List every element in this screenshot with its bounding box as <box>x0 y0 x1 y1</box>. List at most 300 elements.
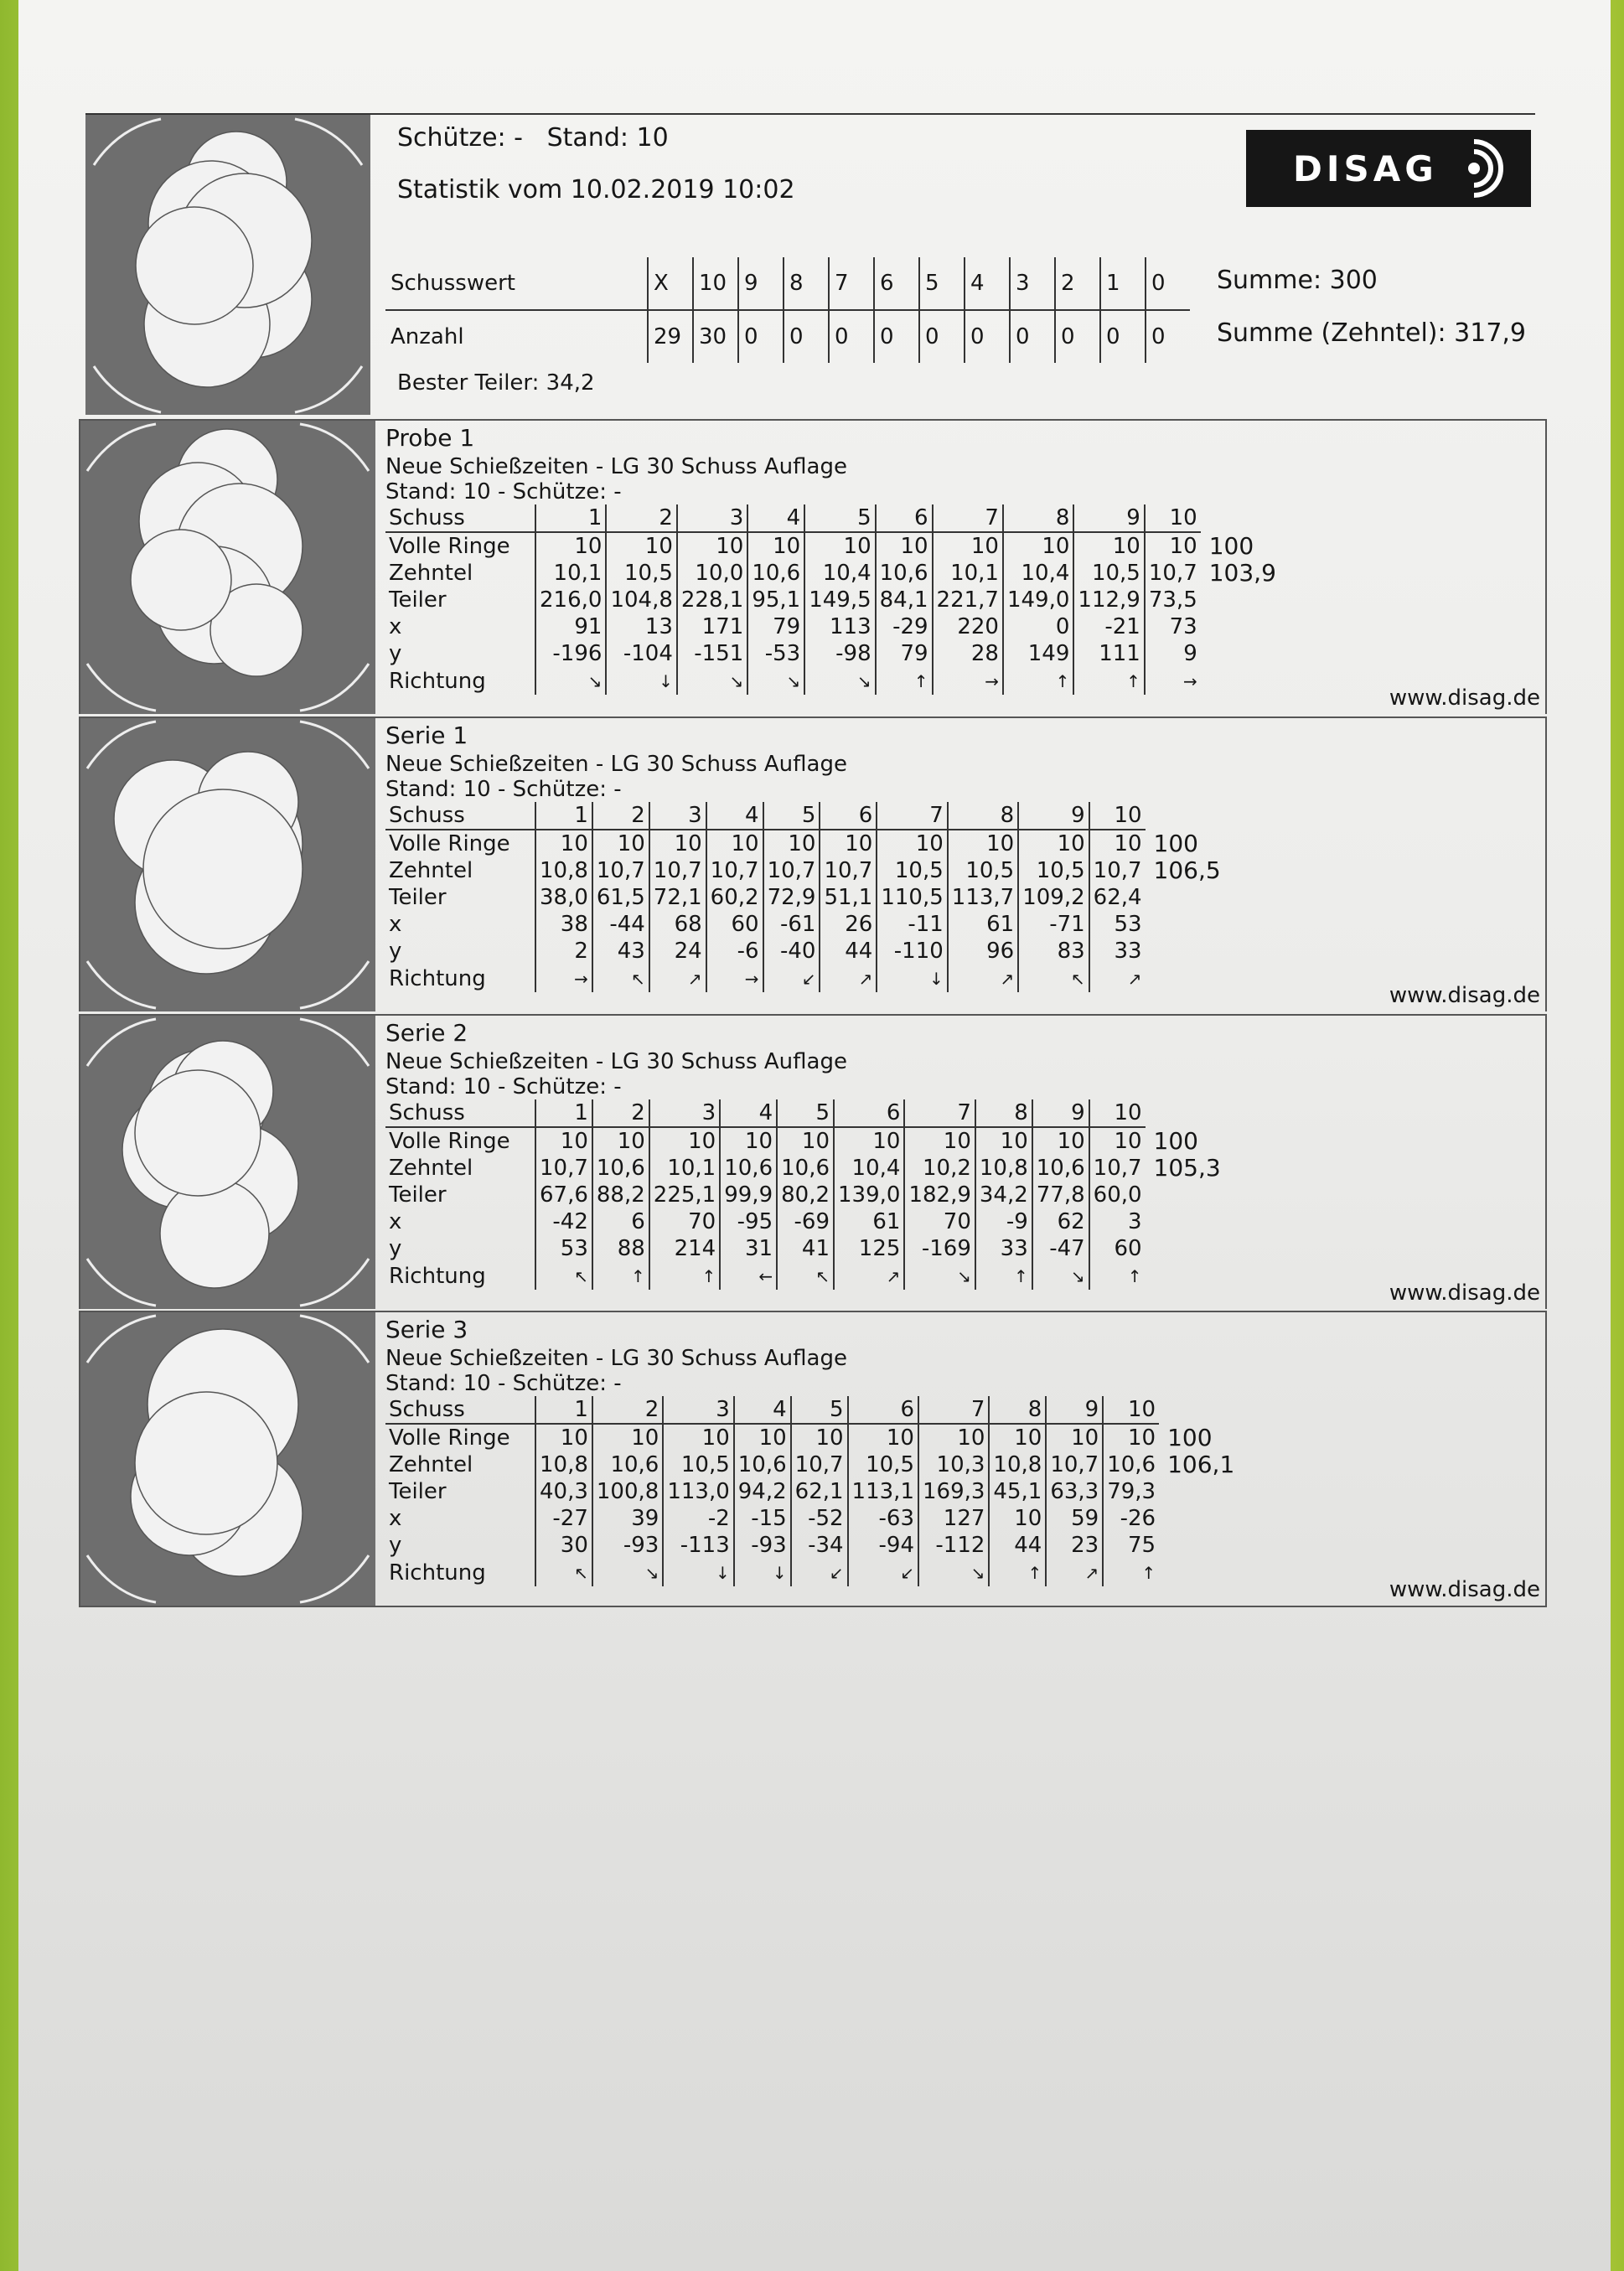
value-cell: 10,5 <box>877 857 947 884</box>
shot-number: 9 <box>1032 1099 1089 1127</box>
series-total-tenths: 106,5 <box>1153 856 1221 884</box>
value-cell: 127 <box>918 1505 989 1532</box>
value-cell: 10 <box>876 532 933 560</box>
count-table <box>385 257 1190 363</box>
shot-number: 7 <box>918 1396 989 1424</box>
direction-cell <box>918 1559 989 1586</box>
schuss-label: Schuss <box>385 1396 535 1424</box>
value-cell: 10 <box>1073 532 1144 560</box>
direction-arrow-icon: ↘ <box>587 671 603 691</box>
row-label: Volle Ringe <box>389 831 510 856</box>
series-section <box>79 716 1547 1011</box>
value-cell: 10,7 <box>1089 1155 1146 1182</box>
value-cell: -15 <box>734 1505 791 1532</box>
schuss-label: Schuss <box>385 1099 535 1127</box>
value-cell: 33 <box>1089 938 1146 965</box>
direction-cell <box>1046 1559 1103 1586</box>
row-label: Zehntel <box>389 858 473 883</box>
series-target-svg <box>80 1016 375 1309</box>
shot-number: 8 <box>1003 504 1073 532</box>
shot-number: 5 <box>763 802 820 830</box>
best-divider: Bester Teiler: 34,2 <box>397 370 595 396</box>
value-cell: 10,1 <box>933 560 1003 587</box>
direction-cell <box>820 965 877 992</box>
direction-cell <box>763 965 820 992</box>
value-cell: 10,6 <box>747 560 804 587</box>
value-cell: -93 <box>592 1532 663 1559</box>
value-cell: 10 <box>918 1424 989 1451</box>
teiler-row <box>385 1478 1238 1505</box>
value-cell: 10 <box>1089 830 1146 857</box>
value-cell: 10,7 <box>1046 1451 1103 1478</box>
direction-arrow-icon: ↘ <box>729 671 744 691</box>
value-cell: 2 <box>1055 257 1100 310</box>
value-cell: 94,2 <box>734 1478 791 1505</box>
value-cell: 104,8 <box>606 587 676 613</box>
series-title: Probe 1 <box>385 424 475 452</box>
row-label: Teiler <box>389 1479 447 1504</box>
row-label: x <box>389 1209 402 1234</box>
row-label: x <box>389 614 402 639</box>
value-cell: 10,5 <box>948 857 1018 884</box>
direction-cell <box>677 667 747 695</box>
value-cell: 10,6 <box>720 1155 777 1182</box>
shot-number: 5 <box>791 1396 848 1424</box>
value-cell: 38,0 <box>535 884 592 911</box>
direction-cell <box>747 667 804 695</box>
direction-cell <box>1032 1262 1089 1290</box>
value-cell: 61 <box>834 1208 904 1235</box>
value-cell: 10 <box>592 1424 663 1451</box>
direction-arrow-icon: ↖ <box>631 969 645 989</box>
direction-arrow-icon: ↖ <box>574 1266 588 1286</box>
richtung-row <box>385 1559 1238 1586</box>
direction-arrow-icon: ↗ <box>1000 969 1015 989</box>
disag-url: www.disag.de <box>1389 983 1540 1008</box>
value-cell: 10,6 <box>592 1451 663 1478</box>
direction-arrow-icon: ↗ <box>1127 969 1142 989</box>
value-cell: 31 <box>720 1235 777 1262</box>
direction-cell <box>904 1262 975 1290</box>
series-subtitle: Neue Schießzeiten - LG 30 Schuss Auflage <box>385 752 847 777</box>
count-cell: 0 <box>1146 310 1190 363</box>
direction-cell <box>535 1559 592 1586</box>
value-cell: 10 <box>1089 1127 1146 1155</box>
value-cell: 4 <box>965 257 1010 310</box>
value-cell: 10 <box>592 830 649 857</box>
direction-cell <box>848 1559 918 1586</box>
direction-arrow-icon: ↑ <box>1141 1563 1156 1583</box>
direction-cell <box>933 667 1003 695</box>
direction-cell <box>663 1559 733 1586</box>
value-cell: -40 <box>763 938 820 965</box>
volle-ringe-row <box>385 830 1224 857</box>
direction-cell <box>535 1262 592 1290</box>
direction-arrow-icon: ↖ <box>1070 969 1085 989</box>
direction-cell <box>876 667 933 695</box>
direction-cell <box>804 667 875 695</box>
value-cell: 77,8 <box>1032 1182 1089 1208</box>
series-stand: Stand: 10 - Schütze: - <box>385 479 622 504</box>
value-cell: 72,9 <box>763 884 820 911</box>
value-cell: 80,2 <box>777 1182 834 1208</box>
value-cell: 63,3 <box>1046 1478 1103 1505</box>
disag-url: www.disag.de <box>1389 1577 1540 1602</box>
direction-cell <box>948 965 1018 992</box>
value-cell: 10 <box>747 532 804 560</box>
value-cell: 10 <box>989 1424 1046 1451</box>
value-cell: 10 <box>663 1424 733 1451</box>
value-cell: 149 <box>1003 640 1073 667</box>
direction-arrow-icon: ↓ <box>929 969 944 989</box>
value-cell: 62,4 <box>1089 884 1146 911</box>
value-cell: 100,8 <box>592 1478 663 1505</box>
x-row <box>385 613 1280 640</box>
value-cell: 10,0 <box>677 560 747 587</box>
value-cell: 10,5 <box>606 560 676 587</box>
shot-number: 3 <box>649 1099 720 1127</box>
summary-target-svg <box>85 115 370 415</box>
series-target-image <box>80 1016 375 1309</box>
shooter-label: Schütze: - <box>397 123 523 153</box>
value-cell: 79 <box>747 613 804 640</box>
value-cell: 59 <box>1046 1505 1103 1532</box>
value-cell: 10 <box>720 1127 777 1155</box>
value-cell: 0 <box>1146 257 1190 310</box>
value-cell: 10,1 <box>535 560 606 587</box>
value-cell: 10 <box>763 830 820 857</box>
count-row-label: Anzahl <box>390 324 464 349</box>
value-cell: 23 <box>1046 1532 1103 1559</box>
direction-cell <box>1018 965 1089 992</box>
value-cell: -169 <box>904 1235 975 1262</box>
direction-cell <box>777 1262 834 1290</box>
direction-cell <box>1003 667 1073 695</box>
value-cell: 9 <box>1145 640 1201 667</box>
series-target-image <box>80 421 375 714</box>
value-cell: -94 <box>848 1532 918 1559</box>
value-cell: 10 <box>1145 532 1201 560</box>
value-cell: 10 <box>834 1127 904 1155</box>
statistic-date: Statistik vom 10.02.2019 10:02 <box>397 175 795 204</box>
value-cell: 10 <box>535 532 606 560</box>
row-label: Richtung <box>389 1560 486 1586</box>
row-label: Richtung <box>389 1263 486 1289</box>
value-cell: 10,6 <box>876 560 933 587</box>
direction-arrow-icon: ↑ <box>1126 671 1140 691</box>
zehntel-row <box>385 1451 1238 1478</box>
series-section <box>79 1311 1547 1607</box>
direction-arrow-icon: ↘ <box>856 671 871 691</box>
value-cell: 10 <box>848 1424 918 1451</box>
value-cell: 10,4 <box>804 560 875 587</box>
value-cell: 10 <box>734 1424 791 1451</box>
value-cell: 10,7 <box>1145 560 1201 587</box>
value-cell: 10 <box>904 1127 975 1155</box>
value-cell: 44 <box>820 938 877 965</box>
direction-cell <box>720 1262 777 1290</box>
direction-arrow-icon: ↗ <box>858 969 873 989</box>
count-cell: 0 <box>919 310 965 363</box>
value-cell: 79 <box>876 640 933 667</box>
value-cell: 96 <box>948 938 1018 965</box>
value-cell: -44 <box>592 911 649 938</box>
series-title: Serie 1 <box>385 722 468 749</box>
value-cell: -196 <box>535 640 606 667</box>
value-cell: 110,5 <box>877 884 947 911</box>
direction-cell <box>791 1559 848 1586</box>
value-cell: -27 <box>535 1505 592 1532</box>
value-cell: 10,8 <box>535 857 592 884</box>
value-cell: 2 <box>535 938 592 965</box>
count-cell: 0 <box>965 310 1010 363</box>
value-cell: 60,0 <box>1089 1182 1146 1208</box>
value-cell: 70 <box>904 1208 975 1235</box>
value-cell: 9 <box>738 257 784 310</box>
shot-number: 2 <box>606 504 676 532</box>
sum-total: Summe: 300 <box>1217 266 1378 295</box>
row-label: Volle Ringe <box>389 1129 510 1154</box>
paper-sheet <box>18 0 1611 2271</box>
count-cell: 30 <box>693 310 738 363</box>
shot-number: 10 <box>1145 504 1201 532</box>
value-cell: 60,2 <box>706 884 763 911</box>
value-cell: 62,1 <box>791 1478 848 1505</box>
series-title: Serie 3 <box>385 1316 468 1343</box>
count-cell: 29 <box>648 310 693 363</box>
row-label: Zehntel <box>389 561 473 586</box>
value-cell: 6 <box>592 1208 649 1235</box>
value-cell: -26 <box>1103 1505 1159 1532</box>
value-cell: -6 <box>706 938 763 965</box>
series-subtitle: Neue Schießzeiten - LG 30 Schuss Auflage <box>385 1346 847 1371</box>
shot-number: 5 <box>777 1099 834 1127</box>
shot-number: 9 <box>1018 802 1089 830</box>
shot-number: 2 <box>592 802 649 830</box>
series-total: 100 <box>1167 1423 1213 1451</box>
value-cell: 40,3 <box>535 1478 592 1505</box>
zehntel-row <box>385 857 1224 884</box>
volle-ringe-row <box>385 1424 1238 1451</box>
direction-cell <box>834 1262 904 1290</box>
value-cell: 53 <box>535 1235 592 1262</box>
value-cell: 10 <box>777 1127 834 1155</box>
value-cell: 10 <box>804 532 875 560</box>
value-cell: -61 <box>763 911 820 938</box>
value-cell: 34,2 <box>975 1182 1032 1208</box>
value-cell: 10,6 <box>734 1451 791 1478</box>
row-label: x <box>389 912 402 937</box>
direction-arrow-icon: ↙ <box>829 1563 844 1583</box>
teiler-row <box>385 587 1280 613</box>
value-cell: 125 <box>834 1235 904 1262</box>
value-cell: 10,5 <box>1018 857 1089 884</box>
value-cell: 24 <box>649 938 706 965</box>
value-cell: 113,0 <box>663 1478 733 1505</box>
direction-cell <box>877 965 947 992</box>
value-cell: -93 <box>734 1532 791 1559</box>
value-cell: 39 <box>592 1505 663 1532</box>
row-label: Teiler <box>389 885 447 910</box>
value-cell: 182,9 <box>904 1182 975 1208</box>
value-cell: 73,5 <box>1145 587 1201 613</box>
value-cell: -11 <box>877 911 947 938</box>
summary-target-image <box>85 115 370 415</box>
shot-number: 3 <box>663 1396 733 1424</box>
direction-cell <box>592 1262 649 1290</box>
value-cell: 221,7 <box>933 587 1003 613</box>
direction-arrow-icon: → <box>1182 671 1197 691</box>
value-cell: 10 <box>1032 1127 1089 1155</box>
value-cell: 10 <box>706 830 763 857</box>
value-cell: 84,1 <box>876 587 933 613</box>
value-cell: 10 <box>1018 830 1089 857</box>
shot-number: 10 <box>1103 1396 1159 1424</box>
richtung-row <box>385 667 1280 695</box>
volle-ringe-row <box>385 1127 1224 1155</box>
series-stand: Stand: 10 - Schütze: - <box>385 1074 622 1099</box>
direction-arrow-icon: ↗ <box>886 1266 901 1286</box>
direction-arrow-icon: ↓ <box>716 1563 730 1583</box>
direction-cell <box>649 965 706 992</box>
series-total-tenths: 106,1 <box>1167 1451 1235 1478</box>
zehntel-row <box>385 560 1280 587</box>
value-cell: 10,7 <box>649 857 706 884</box>
count-cell: 0 <box>738 310 784 363</box>
count-cell: 0 <box>1055 310 1100 363</box>
count-cell: 0 <box>1010 310 1055 363</box>
count-cell: 0 <box>1100 310 1146 363</box>
value-cell: 88 <box>592 1235 649 1262</box>
value-cell: 10,6 <box>1103 1451 1159 1478</box>
direction-arrow-icon: ↖ <box>815 1266 830 1286</box>
shot-number: 10 <box>1089 802 1146 830</box>
value-cell: 43 <box>592 938 649 965</box>
shot-number: 2 <box>592 1396 663 1424</box>
disag-logo-text: DISAG <box>1293 148 1438 189</box>
value-cell: 10,8 <box>535 1451 592 1478</box>
value-cell: 10,5 <box>1073 560 1144 587</box>
direction-arrow-icon: ↑ <box>631 1266 645 1286</box>
value-cell: 220 <box>933 613 1003 640</box>
value-cell: 6 <box>874 257 919 310</box>
teiler-row <box>385 1182 1224 1208</box>
direction-cell <box>606 667 676 695</box>
direction-cell <box>1089 1262 1146 1290</box>
value-cell: -112 <box>918 1532 989 1559</box>
value-cell: 10,7 <box>763 857 820 884</box>
value-cell: 216,0 <box>535 587 606 613</box>
value-cell: 10,6 <box>1032 1155 1089 1182</box>
direction-arrow-icon: ↘ <box>1070 1266 1085 1286</box>
schuss-label: Schuss <box>385 504 535 532</box>
shot-number: 4 <box>747 504 804 532</box>
teiler-row <box>385 884 1224 911</box>
value-cell: 61,5 <box>592 884 649 911</box>
series-target-svg <box>80 421 375 714</box>
value-cell: 0 <box>1003 613 1073 640</box>
shot-number: 3 <box>649 802 706 830</box>
value-cell: 171 <box>677 613 747 640</box>
y-row <box>385 640 1280 667</box>
value-cell: 113,7 <box>948 884 1018 911</box>
value-cell: 10 <box>989 1505 1046 1532</box>
shot-number: 4 <box>706 802 763 830</box>
value-cell: 113 <box>804 613 875 640</box>
series-total: 100 <box>1153 829 1198 857</box>
direction-arrow-icon: → <box>985 671 999 691</box>
direction-arrow-icon: ↖ <box>574 1563 588 1583</box>
value-cell: 10 <box>535 1127 592 1155</box>
series-target-svg <box>80 718 375 1011</box>
disag-url: www.disag.de <box>1389 685 1540 711</box>
richtung-row <box>385 965 1224 992</box>
value-cell: 45,1 <box>989 1478 1046 1505</box>
value-cell: -151 <box>677 640 747 667</box>
direction-cell <box>535 965 592 992</box>
value-cell: 38 <box>535 911 592 938</box>
value-cell: -98 <box>804 640 875 667</box>
shot-number: 6 <box>876 504 933 532</box>
value-cell: 72,1 <box>649 884 706 911</box>
value-cell: 30 <box>535 1532 592 1559</box>
direction-cell <box>706 965 763 992</box>
richtung-row <box>385 1262 1224 1290</box>
value-cell: 1 <box>1100 257 1146 310</box>
value-cell: -2 <box>663 1505 733 1532</box>
value-cell: 61 <box>948 911 1018 938</box>
value-cell: -21 <box>1073 613 1144 640</box>
value-cell: -63 <box>848 1505 918 1532</box>
shot-number: 6 <box>848 1396 918 1424</box>
value-cell: -69 <box>777 1208 834 1235</box>
value-cell: 10,8 <box>989 1451 1046 1478</box>
value-cell: 10 <box>677 532 747 560</box>
value-cell: 41 <box>777 1235 834 1262</box>
x-row <box>385 1208 1224 1235</box>
series-target-image <box>80 1312 375 1606</box>
direction-cell <box>1103 1559 1159 1586</box>
value-cell: 44 <box>989 1532 1046 1559</box>
value-cell: 10 <box>933 532 1003 560</box>
value-cell: 88,2 <box>592 1182 649 1208</box>
value-cell: 83 <box>1018 938 1089 965</box>
direction-arrow-icon: ↑ <box>701 1266 716 1286</box>
direction-arrow-icon: ↘ <box>957 1266 971 1286</box>
x-row <box>385 911 1224 938</box>
direction-cell <box>535 667 606 695</box>
value-cell: 10 <box>877 830 947 857</box>
series-section <box>79 1014 1547 1309</box>
direction-cell <box>592 1559 663 1586</box>
series-total: 100 <box>1153 1126 1198 1155</box>
direction-arrow-icon: ↗ <box>1084 1563 1099 1583</box>
value-cell: 10 <box>820 830 877 857</box>
row-label: y <box>389 641 402 666</box>
value-cell: 10,1 <box>649 1155 720 1182</box>
direction-arrow-icon: → <box>574 969 588 989</box>
row-label: y <box>389 1533 402 1558</box>
y-row <box>385 938 1224 965</box>
value-cell: 10,7 <box>706 857 763 884</box>
shot-number: 1 <box>535 1396 592 1424</box>
value-cell: 214 <box>649 1235 720 1262</box>
shot-table <box>385 802 1224 992</box>
series-subtitle: Neue Schießzeiten - LG 30 Schuss Auflage <box>385 1049 847 1074</box>
direction-arrow-icon: ↑ <box>1014 1266 1028 1286</box>
direction-arrow-icon: ↓ <box>659 671 673 691</box>
shot-table <box>385 504 1280 695</box>
